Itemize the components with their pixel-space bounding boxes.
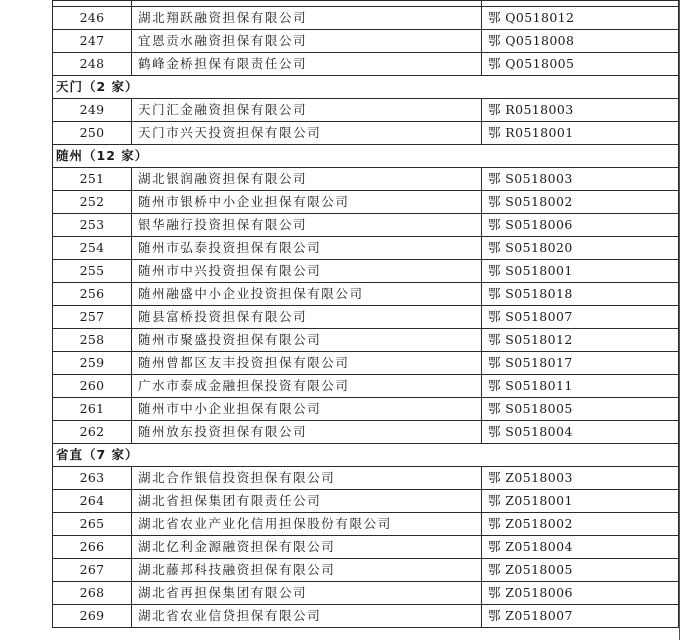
table-row	[53, 53, 679, 76]
company-name: 鹤峰金桥担保有限责任公司	[132, 53, 482, 76]
registration-code: 鄂 Z0518006	[482, 582, 679, 605]
company-name: 随州市聚盛投资担保有限公司	[132, 329, 482, 352]
registration-code: 鄂 Z0518003	[482, 467, 679, 490]
table-row	[53, 605, 679, 628]
registration-code: 鄂 S0518012	[482, 329, 679, 352]
table-row	[53, 283, 679, 306]
company-name: 天门市兴天投资担保有限公司	[132, 122, 482, 145]
row-number: 265	[53, 513, 132, 536]
company-name: 湖北省农业产业化信用担保股份有限公司	[132, 513, 482, 536]
registration-code: 鄂 R0518001	[482, 122, 679, 145]
registration-code: 鄂 S0518001	[482, 260, 679, 283]
registration-code: 鄂 R0518003	[482, 99, 679, 122]
registration-code: 鄂 S0518018	[482, 283, 679, 306]
company-name: 天门汇金融资担保有限公司	[132, 99, 482, 122]
row-number: 250	[53, 122, 132, 145]
row-number: 268	[53, 582, 132, 605]
table-row	[53, 99, 679, 122]
table-row	[53, 260, 679, 283]
company-name: 湖北翔跃融资担保有限公司	[132, 7, 482, 30]
section-header: 随州（12 家）	[53, 145, 679, 168]
row-number: 269	[53, 605, 132, 628]
table-row	[53, 375, 679, 398]
registration-code: 鄂 Z0518005	[482, 559, 679, 582]
row-number: 258	[53, 329, 132, 352]
company-table	[52, 0, 679, 628]
table-row	[53, 306, 679, 329]
section-header-row	[53, 76, 679, 99]
company-name: 银华融行投资担保有限公司	[132, 214, 482, 237]
row-number: 267	[53, 559, 132, 582]
row-number: 257	[53, 306, 132, 329]
row-number: 247	[53, 30, 132, 53]
row-number: 264	[53, 490, 132, 513]
table-row	[53, 30, 679, 53]
registration-code: 鄂 S0518005	[482, 398, 679, 421]
registration-code: 鄂 S0518002	[482, 191, 679, 214]
row-number: 261	[53, 398, 132, 421]
registration-code: 鄂 Q0518008	[482, 30, 679, 53]
company-name: 宜恩贡水融资担保有限公司	[132, 30, 482, 53]
table-row	[53, 421, 679, 444]
row-number: 246	[53, 7, 132, 30]
table-row	[53, 559, 679, 582]
table-row	[53, 191, 679, 214]
row-number: 260	[53, 375, 132, 398]
section-header-row	[53, 444, 679, 467]
registration-code: 鄂 Z0518004	[482, 536, 679, 559]
company-name: 湖北省再担保集团有限公司	[132, 582, 482, 605]
row-number: 256	[53, 283, 132, 306]
table-row	[53, 7, 679, 30]
registration-code: 鄂 S0518004	[482, 421, 679, 444]
company-name: 湖北合作银信投资担保有限公司	[132, 467, 482, 490]
registration-code: 鄂 Z0518002	[482, 513, 679, 536]
registration-code: 鄂 Z0518001	[482, 490, 679, 513]
table-row	[53, 352, 679, 375]
table-row	[53, 122, 679, 145]
registration-code: 鄂 S0518003	[482, 168, 679, 191]
row-number: 254	[53, 237, 132, 260]
row-number: 263	[53, 467, 132, 490]
row-number: 251	[53, 168, 132, 191]
table-row	[53, 168, 679, 191]
table-row	[53, 536, 679, 559]
registration-code: 鄂 S0518011	[482, 375, 679, 398]
table-row	[53, 582, 679, 605]
registration-code: 鄂 S0518017	[482, 352, 679, 375]
registration-code: 鄂 S0518007	[482, 306, 679, 329]
company-name: 湖北银润融资担保有限公司	[132, 168, 482, 191]
company-name: 随州市银桥中小企业担保有限公司	[132, 191, 482, 214]
company-name: 随州融盛中小企业投资担保有限公司	[132, 283, 482, 306]
company-name: 随州曾都区友丰投资担保有限公司	[132, 352, 482, 375]
section-header-row	[53, 145, 679, 168]
section-header: 省直（7 家）	[53, 444, 679, 467]
company-name: 随州市中小企业担保有限公司	[132, 398, 482, 421]
guarantee-company-list	[52, 0, 678, 628]
company-name: 广水市泰成金融担保投资有限公司	[132, 375, 482, 398]
registration-code: 鄂 Z0518007	[482, 605, 679, 628]
table-row	[53, 237, 679, 260]
company-name: 湖北省农业信贷担保有限公司	[132, 605, 482, 628]
table-row	[53, 467, 679, 490]
row-number: 252	[53, 191, 132, 214]
row-number: 253	[53, 214, 132, 237]
company-name: 随县富桥投资担保有限公司	[132, 306, 482, 329]
registration-code: 鄂 S0518020	[482, 237, 679, 260]
registration-code: 鄂 Q0518012	[482, 7, 679, 30]
table-row	[53, 513, 679, 536]
row-number: 266	[53, 536, 132, 559]
table-row	[53, 214, 679, 237]
company-name: 随州市中兴投资担保有限公司	[132, 260, 482, 283]
company-name: 随州放东投资担保有限公司	[132, 421, 482, 444]
row-number: 248	[53, 53, 132, 76]
company-name: 湖北省担保集团有限责任公司	[132, 490, 482, 513]
registration-code: 鄂 S0518006	[482, 214, 679, 237]
row-number: 249	[53, 99, 132, 122]
table-row	[53, 398, 679, 421]
company-name: 湖北藤邦科技融资担保有限公司	[132, 559, 482, 582]
row-number: 262	[53, 421, 132, 444]
table-row	[53, 490, 679, 513]
row-number: 255	[53, 260, 132, 283]
section-header: 天门（2 家）	[53, 76, 679, 99]
table-row	[53, 329, 679, 352]
page-edge-line	[679, 0, 680, 640]
company-name: 随州市弘泰投资担保有限公司	[132, 237, 482, 260]
registration-code: 鄂 Q0518005	[482, 53, 679, 76]
company-name: 湖北亿利金源融资担保有限公司	[132, 536, 482, 559]
row-number: 259	[53, 352, 132, 375]
